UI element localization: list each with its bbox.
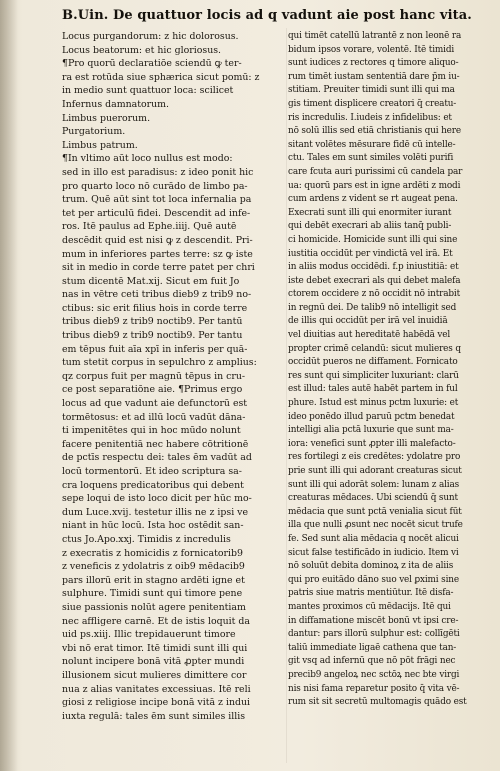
text-line: iste debet execrari als qui debet malefa: [288, 275, 461, 286]
text-line: res sunt qui simpliciter luxuriant: clarū: [288, 370, 459, 381]
text-line: tum stetit corpus in sepulchro z amplius:: [62, 357, 257, 369]
text-line: pro quarto loco nō curādo de limbo pa-: [62, 180, 248, 192]
gutter-shadow: [0, 0, 18, 771]
right-column: [288, 30, 498, 710]
text-line: mantes proximos cū mēdacijs. Itē qui: [288, 601, 451, 612]
text-line: sed in illo est paradisus: z ideo ponit hic: [62, 166, 254, 178]
text-line: pars illorū erit in stagno ardēti igne et: [62, 574, 245, 586]
text-line: ctorem occidere z nō occidit nō intrabit: [288, 289, 461, 300]
text-line: git vsq ad infernū que nō pōt frāgi nec: [288, 656, 456, 667]
text-line: precib9 angeloꝝ nec sctōꝝ nec bte virgi: [288, 669, 460, 680]
text-line: tribus dieb9 z trib9 noctib9. Per tantū: [62, 316, 243, 328]
text-line: dantur: pars illorū sulphur est: collīgēti: [288, 629, 460, 640]
text-line: cum ardens z vident se rt augeat pena.: [288, 194, 458, 205]
text-line: sunt illi qui adorāt solem: lunam z alias: [288, 479, 460, 490]
text-line: ris incredulis. I.iudeis z infidelibus: et: [288, 112, 452, 123]
text-line: taliū immediate ligaē cathena que tan-: [288, 642, 457, 653]
text-line: nō soluūt debita dominoꝝ z ita de aliis: [288, 561, 454, 572]
text-line: creaturas mēdaces. Ubi sciendū q̄ sunt: [288, 493, 458, 504]
text-line: qz corpus fuit per magnū tēpus in cru-: [62, 370, 246, 382]
text-line: propter crimē celandū: sicut mulieres q: [288, 343, 461, 354]
text-line: nolunt incipere bonā vitā ꝓpter mundi: [62, 656, 245, 668]
text-line: siue passionis nolūt agere penitentiam: [62, 601, 246, 613]
text-line: phure. Istud est minus pctm luxurie: et: [288, 398, 459, 409]
text-line: patris siue matris mentiūtur. Itē disfa-: [288, 588, 454, 599]
text-line: sunt iudices z rectores q timore aliquo-: [288, 58, 459, 69]
text-line: iustitia occidūt per vindictā vel irā. Et: [288, 248, 453, 259]
text-line: giosi z religiose incipe bonā vitā z indui: [62, 697, 251, 709]
text-line: Limbus puerorum.: [62, 112, 151, 124]
text-line: bidum ipsos vorare, volentē. Itē timidi: [288, 44, 455, 55]
text-line: trum. Quē aūt sint tot loca infernalia pa: [62, 194, 252, 206]
text-line: qui debēt execrari ab aliis tanq̄ publi-: [288, 221, 452, 232]
text-line: mēdacia que sunt pctā venialia sicut fūt: [288, 506, 462, 517]
text-line: rum timēt iustam sententiā dare p̄m iu-: [288, 71, 460, 82]
text-line: in regnū dei. De talib9 nō intelligit sed: [288, 302, 457, 313]
text-line: qui pro euitādo dāno suo vel ꝑximi sine: [288, 574, 459, 585]
text-line: ti impenitētes qui in hoc mūdo nolunt: [62, 425, 241, 437]
text-line: ros. Itē paulus ad Ephe.iiij. Quē autē: [62, 221, 237, 233]
text-line: gis timent displicere creatori q̄ creatu-: [288, 98, 457, 109]
text-line: iora: venefici sunt ꝓpter illi malefacto-: [288, 438, 456, 449]
text-line: Locus beatorum: et hic gloriosus.: [62, 44, 222, 56]
text-line: Locus purgandorum: z hic dolorosus.: [62, 31, 239, 42]
text-line: sitant volētes mēsurare fidē cū intelle-: [288, 139, 456, 150]
text-line: z veneficis z ydolatris z oib9 mēdacib9: [62, 561, 245, 573]
text-line: nua z alias vanitates excessiuas. Itē reli: [62, 683, 251, 695]
text-line: fe. Sed sunt alia mēdacia q nocēt alicui: [288, 533, 459, 544]
text-line: ctu. Tales em sunt similes volēti purifi: [288, 153, 454, 164]
text-line: sepe loqui de isto loco dicit per hūc mo-: [62, 493, 252, 505]
text-line: nec affligere carnē. Et de istis loquit da: [62, 615, 250, 627]
text-line: dum Luce.xvij. testetur illis ne z ipsi ve: [62, 506, 249, 518]
text-line: nis nisi fama reparetur posito q̄ vita vē-: [288, 683, 460, 694]
text-line: nō solū illis sed etiā christianis qui here: [288, 126, 461, 137]
text-line: stum dicentē Mat.xij. Sicut em fuit Jo: [62, 275, 240, 287]
text-line: occidūt pueros ne diffament. Fornicato: [288, 357, 458, 368]
text-line: Purgatorium.: [62, 126, 126, 138]
text-line: nas in vētre ceti tribus dieb9 z trib9 no-: [62, 289, 252, 301]
text-line: ci homicide. Homicide sunt illi qui sine: [288, 234, 458, 245]
running-head: B.Uin. De quattuor locis ad q vadunt aie post hanc vita.: [62, 8, 472, 23]
text-line: qui timēt catellū latrantē z non leonē ra: [288, 31, 462, 41]
text-line: sit in medio in corde terre patet per chri: [62, 262, 255, 274]
text-line: ctibus: sic erit filius hois in corde terre: [62, 302, 248, 314]
text-line: vel diuitias aut hereditatē habēdā vel: [288, 330, 451, 341]
text-line: ra est rotūda siue sphærica sicut pomū: z: [62, 71, 260, 83]
text-line: tet per articulū fidei. Descendit ad infe-: [62, 207, 251, 219]
text-line: vbi nō erat timor. Itē timidi sunt illi qui: [62, 642, 248, 654]
text-line: sulphure. Timidi sunt qui timore pene: [62, 588, 243, 600]
text-line: sicut false testificādo in iudicio. Item vi: [288, 547, 459, 558]
text-line: z execratis z homicidis z fornicatorib9: [62, 547, 243, 559]
text-line: facere penitentiā nec habere cōtritionē: [62, 438, 249, 450]
text-line: illa que nulli ꝓsunt nec nocēt sicut trufe: [288, 520, 463, 531]
text-line: de pctīs respectu dei: tales ēm vadūt ad: [62, 452, 252, 464]
text-line: care fcuta auri purissimi cū candela par: [288, 166, 463, 177]
text-line: locū tormentorū. Et ideo scriptura sa-: [62, 466, 242, 477]
text-line: in aliis modus occidēdi. f.p iniustitiā: et: [288, 262, 459, 273]
text-line: in diffamatione miscēt bonū vt ipsi cre-: [288, 615, 459, 626]
text-line: Infernus damnatorum.: [62, 98, 170, 110]
text-line: ce post separatiōne aie. ¶Primus ergo: [62, 384, 243, 396]
text-line: ideo ponēdo illud paruū pctm benedat: [288, 411, 455, 422]
text-line: cra loquens predicatoribus qui debent: [62, 479, 244, 491]
left-column: [62, 30, 284, 723]
text-line: est illud: tales autē habēt partem in ful: [288, 384, 458, 395]
text-line: illusionem sicut mulieres dimittere cor: [62, 669, 247, 681]
text-line: stitiam. Preuiter timidi sunt illi qui ma: [288, 85, 455, 96]
text-line: ua: quorū pars est in igne ardēti z modi: [288, 180, 461, 191]
text-line: tormētosus: et ad illū locū vadūt dāna-: [62, 411, 246, 423]
text-line: rum sit sit secretū multomagis quādo est: [288, 697, 467, 708]
column-divider: [286, 28, 287, 763]
text-line: Execrati sunt illi qui enormiter iurant: [288, 207, 452, 218]
text-line: mum in inferiores partes terre: sz ꝙ iste: [62, 248, 253, 260]
text-line: Limbus patrum.: [62, 139, 138, 151]
text-line: locus ad que vadunt aie defunctorū est: [62, 398, 248, 410]
text-line: ctus Jo.Apo.xxj. Timidis z incredulis: [62, 533, 231, 545]
text-line: res fortilegi z eis credētes: ydolatre pro: [288, 452, 461, 463]
text-line: intelligi alia pctā luxurie que sunt ma-: [288, 425, 454, 436]
text-line: niant in hūc locū. Ista hoc ostēdit san-: [62, 520, 244, 532]
text-line: prie sunt illi qui adorant creaturas sicut: [288, 466, 462, 476]
text-line: iuxta regulā: tales ēm sunt similes illis: [62, 710, 246, 722]
text-line: tribus dieb9 z trib9 noctib9. Per tantu: [62, 330, 243, 342]
text-line: descēdit quid est nisi ꝙ z descendit. Pri-: [62, 234, 253, 246]
text-line: em tēpus fuit aīa xpī in inferis per quā-: [62, 343, 248, 355]
text-line: ¶In vltimo aūt loco nullus est modo:: [62, 153, 233, 165]
text-line: ¶Pro quorū declaratiōe sciendū ꝙ ter-: [62, 58, 242, 70]
text-line: in medio sunt quattuor loca: scilicet: [62, 85, 234, 97]
text-line: uid ps.xiij. Illic trepidauerunt timore: [62, 629, 236, 641]
text-line: de illis qui occidūt per irā vel inuidiā: [288, 316, 448, 327]
